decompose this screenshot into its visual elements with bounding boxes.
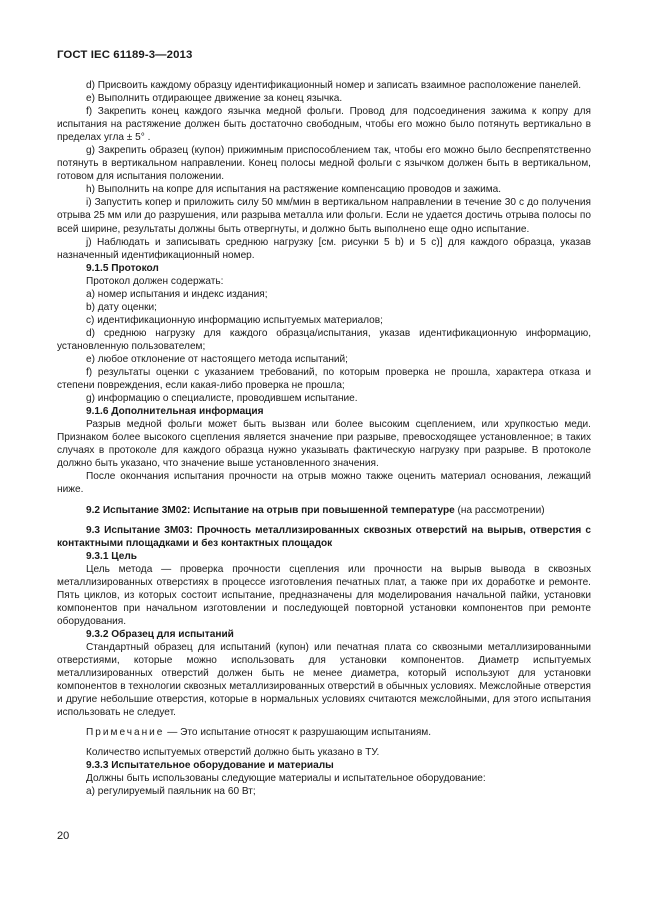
list-item: c) идентификационную информацию испытуемых материалов; [86, 314, 383, 326]
section-title: 9.3 Испытание 3М03: Прочность металлизированных сквозных отверстий на вырыв, отверстия с контактными площадками и без контактных площадок [57, 524, 591, 549]
paragraph: После окончания испытания прочности на отрыв можно также оценить материал основания, лежащий ниже. [57, 471, 591, 496]
section-heading: 9.1.6 Дополнительная информация [86, 406, 264, 418]
section-heading: 9.3.1 Цель [86, 550, 137, 562]
list-item: a) регулируемый паяльник на 60 Вт; [86, 786, 256, 798]
list-item: e) любое отклонение от настоящего метода испытаний; [86, 353, 348, 365]
paragraph: Протокол должен содержать: [86, 275, 224, 287]
paragraph: i) Запустить копер и приложить силу 50 мм/мин в вертикальном направлении в течение 30 с до получения отрыва 25 мм или до разрушения, или разрыва металла или фольги. Если не удается достичь отрыва полосы по всей ширине, результаты должны быть отвергнуты, и должно быть выполнено еще одно испытание. [57, 197, 591, 235]
page-number: 20 [57, 830, 70, 842]
paragraph: d) Присвоить каждому образцу идентификационный номер и записать взаимное расположение панелей. [86, 80, 582, 91]
list-item: d) среднюю нагрузку для каждого образца/испытания, указав идентификационную информацию, установленную пользователем; [57, 327, 591, 352]
section-title-suffix: (на рассмотрении) [454, 504, 545, 516]
section-title-text: 9.2 Испытание 3М02: Испытание на отрыв при повышенной температуре [86, 504, 455, 516]
list-item: g) информацию о специалисте, проводившем испытание. [86, 393, 358, 405]
paragraph: e) Выполнить отдирающее движение за конец язычка. [86, 93, 343, 105]
page-content [57, 79, 591, 798]
list-item: f) результаты оценки с указанием требований, по которым проверка не прошла, характера отказа и степени повреждения, если какая-либо проверка не прошла; [57, 367, 591, 392]
section-heading: 9.1.5 Протокол [86, 262, 159, 274]
note-text: — Это испытание относят к разрушающим испытаниям. [164, 727, 432, 739]
note-label: Примечание [86, 727, 165, 739]
paragraph: h) Выполнить на копре для испытания на растяжение компенсацию проводов и зажима. [86, 184, 502, 196]
paragraph: Разрыв медной фольги может быть вызван или более высоким сцеплением, или хрупкостью меди. Признаком более высокого сцепления является значение при разрыве, превосходящее установленное; в таких случаях в протоколе для каждого образца нужно указывать фактическую нагрузку при разрыве. В протоколе должно быть указано, что значение выше установленного значения. [57, 419, 591, 470]
paragraph: Стандартный образец для испытаний (купон) или печатная плата со сквозными металлизированными отверстиями, которые можно использовать для установки компонентов. Диаметр испытуемых металлизированных отверстий должен быть не менее диаметра, который используют для установки компонентов в технологии сквозных металлизированных отверстий в обычных условиях. Межслойные отверстия и другие небольшие отверстия, которые в нормальных условиях считаются межслойными, для этого испытания использовать не следует. [57, 641, 591, 719]
section-heading: 9.3.2 Образец для испытаний [86, 628, 234, 640]
list-item: a) номер испытания и индекс издания; [86, 288, 268, 300]
list-item: b) дату оценки; [86, 301, 157, 313]
paragraph: f) Закрепить конец каждого язычка медной фольги. Провод для подсоединения зажима к копру для испытания на растяжение должен быть достаточно свободным, чтобы его можно было потянуть вертикально в пределах угла ± 5° . [57, 106, 591, 144]
paragraph: Должны быть использованы следующие материалы и испытательное оборудование: [86, 773, 486, 785]
section-heading: 9.3.3 Испытательное оборудование и материалы [86, 760, 334, 772]
paragraph: Цель метода — проверка прочности сцепления или прочности на вырыв вывода в сквозных металлизированных отверстиях в процессе изготовления печатных плат, а также при их доработке и ремонте. Пять циклов, из которых состоит испытание, предназначены для моделирования начальной пайки, установки компонентов при начальном изготовлении и последующей повторной установки компонентов при ремонте оборудования. [57, 563, 591, 627]
paragraph: j) Наблюдать и записывать среднюю нагрузку [см. рисунки 5 b) и 5 c)] для каждого образца, указав назначенный идентификационный номер. [57, 236, 591, 261]
document-header: ГОСТ IEC 61189-3—2013 [57, 49, 193, 61]
paragraph: g) Закрепить образец (купон) прижимным приспособлением так, чтобы его можно было беспрепятственно потянуть в вертикальном направлении. Конец полосы медной фольги с язычком должен быть в вертикальном, готовом для испытания положении. [57, 145, 591, 183]
paragraph: Количество испытуемых отверстий должно быть указано в ТУ. [86, 747, 380, 759]
section-title [57, 504, 591, 517]
note [57, 726, 591, 739]
